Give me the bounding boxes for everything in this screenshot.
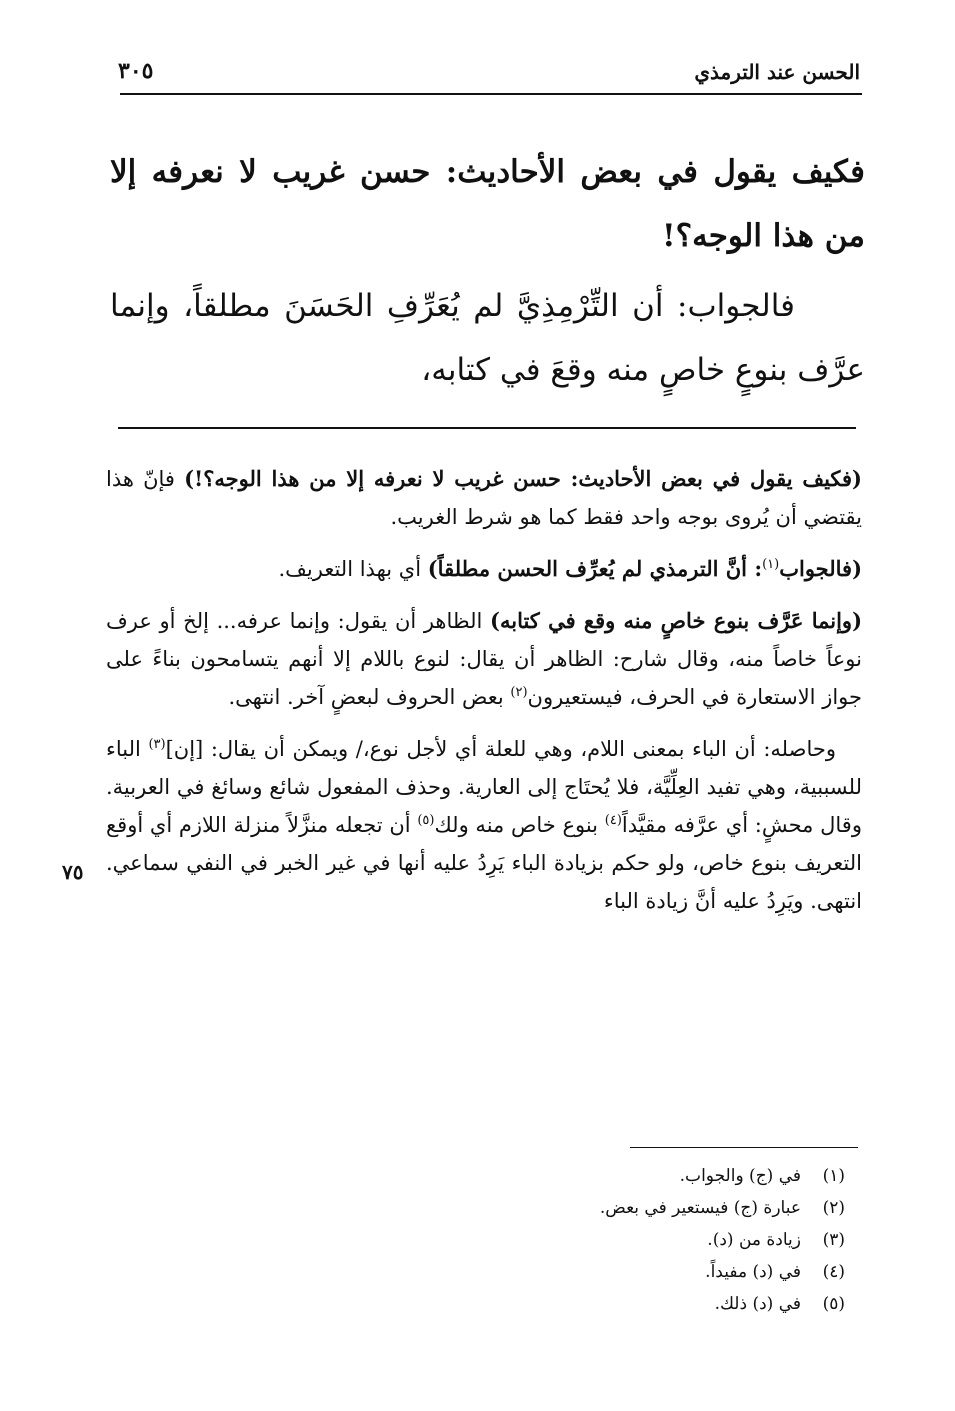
- footnote-rule: [630, 1147, 858, 1148]
- page-header: [118, 52, 860, 92]
- footnote-text: زيادة من (د).: [707, 1230, 801, 1250]
- footnote-text: في (د) ذلك.: [714, 1294, 801, 1314]
- footnote-ref: (٢): [510, 685, 528, 700]
- footnote-ref: (١): [762, 557, 780, 572]
- footnote-text: في (د) مفيداً.: [705, 1262, 801, 1282]
- editorial-insertion: [إن]: [165, 737, 204, 761]
- commentary-paragraph: [106, 550, 862, 588]
- footnote-number: (٤): [822, 1262, 845, 1282]
- quoted-text: (وإنما عَرَّف بنوع خاصٍ منه وقع في كتابه): [490, 608, 863, 633]
- footnote-text: في (ج) والجواب.: [679, 1166, 801, 1186]
- commentary-text: الباء للسببية، وهي تفيد العِلِّيَّة، فلا يُحتَاج إلى العارية. وحذف المفعول شائع وسائغ في العربية. وقال محشٍ: أي عرَّفه مقيَّداً: [106, 737, 862, 837]
- page-number: ٣٠٥: [118, 58, 154, 84]
- commentary-text: وحاصله: أن الباء بمعنى اللام، وهي للعلة أي لأجل نوع،/ ويمكن أن يقال:: [210, 737, 836, 761]
- footnote-number: (٥): [822, 1294, 845, 1314]
- commentary-text: أي بهذا التعريف.: [278, 557, 422, 581]
- commentary-paragraph: [106, 460, 862, 536]
- commentary-paragraph: [106, 730, 862, 920]
- quoted-text: : أنَّ الترمذي لم يُعرِّف الحسن مطلقاً): [427, 556, 763, 581]
- header-rule: [120, 93, 862, 95]
- commentary-paragraph: [106, 602, 862, 716]
- commentary-text: فإنّ هذا يقتضي أن يُروى بوجه واحد فقط كما هو شرط الغريب.: [106, 467, 862, 529]
- commentary: [106, 460, 862, 934]
- commentary-text: أن تجعله منزَّلاً منزلة اللازم أي أوقع التعريف بنوع خاص، ولو حكم بزيادة الباء يَرِدُ عليه أنها في غير الخبر في النفي سماعي. انتهى. ويَرِدُ عليه أنَّ زيادة الباء: [106, 813, 862, 913]
- quoted-text: (فكيف يقول في بعض الأحاديث: حسن غريب لا نعرفه إلا من هذا الوجه؟!): [184, 466, 862, 491]
- quoted-text: (فالجواب: [779, 556, 862, 581]
- commentary-text: بعض الحروف لبعضٍ آخر. انتهى.: [228, 685, 504, 709]
- footnote-ref: (٤): [604, 813, 622, 828]
- footnote-text: عبارة (ج) فيستعير في بعض.: [599, 1198, 801, 1218]
- footnotes: [405, 1160, 845, 1320]
- main-text-rule: [118, 427, 856, 429]
- commentary-text: الظاهر أن يقول: وإنما عرفه... إلخ أو عرف نوعاً خاصاً منه، وقال شارح: الظاهر أن يقال: لنوع باللام إلا أنهم يتسامحون بناءً على جواز الاستعارة في الحرف، فيستعيرون: [106, 609, 862, 709]
- footnote: [405, 1288, 845, 1320]
- matn-question: فكيف يقول في بعض الأحاديث: حسن غريب لا نعرفه إلا من هذا الوجه؟!: [110, 154, 865, 254]
- footnote-ref: (٣): [148, 737, 166, 752]
- manuscript-folio-number: ٧٥: [62, 860, 84, 884]
- footnote-number: (١): [822, 1166, 845, 1186]
- footnote: [405, 1192, 845, 1224]
- main-text: [110, 140, 865, 402]
- footnote-number: (٣): [822, 1230, 845, 1250]
- commentary-text: بنوع خاص منه ولك: [434, 813, 599, 837]
- footnote-number: (٢): [822, 1198, 845, 1218]
- footnote: [405, 1160, 845, 1192]
- footnote: [405, 1224, 845, 1256]
- matn-answer: فالجواب: أن التِّرْمِذِيَّ لم يُعَرِّفِ الحَسَنَ مطلقاً، وإنما عرَّف بنوعٍ خاصٍ منه وقعَ في كتابه،: [110, 288, 865, 388]
- footnote: [405, 1256, 845, 1288]
- footnote-ref: (٥): [417, 813, 435, 828]
- running-title: الحسن عند الترمذي: [694, 60, 860, 84]
